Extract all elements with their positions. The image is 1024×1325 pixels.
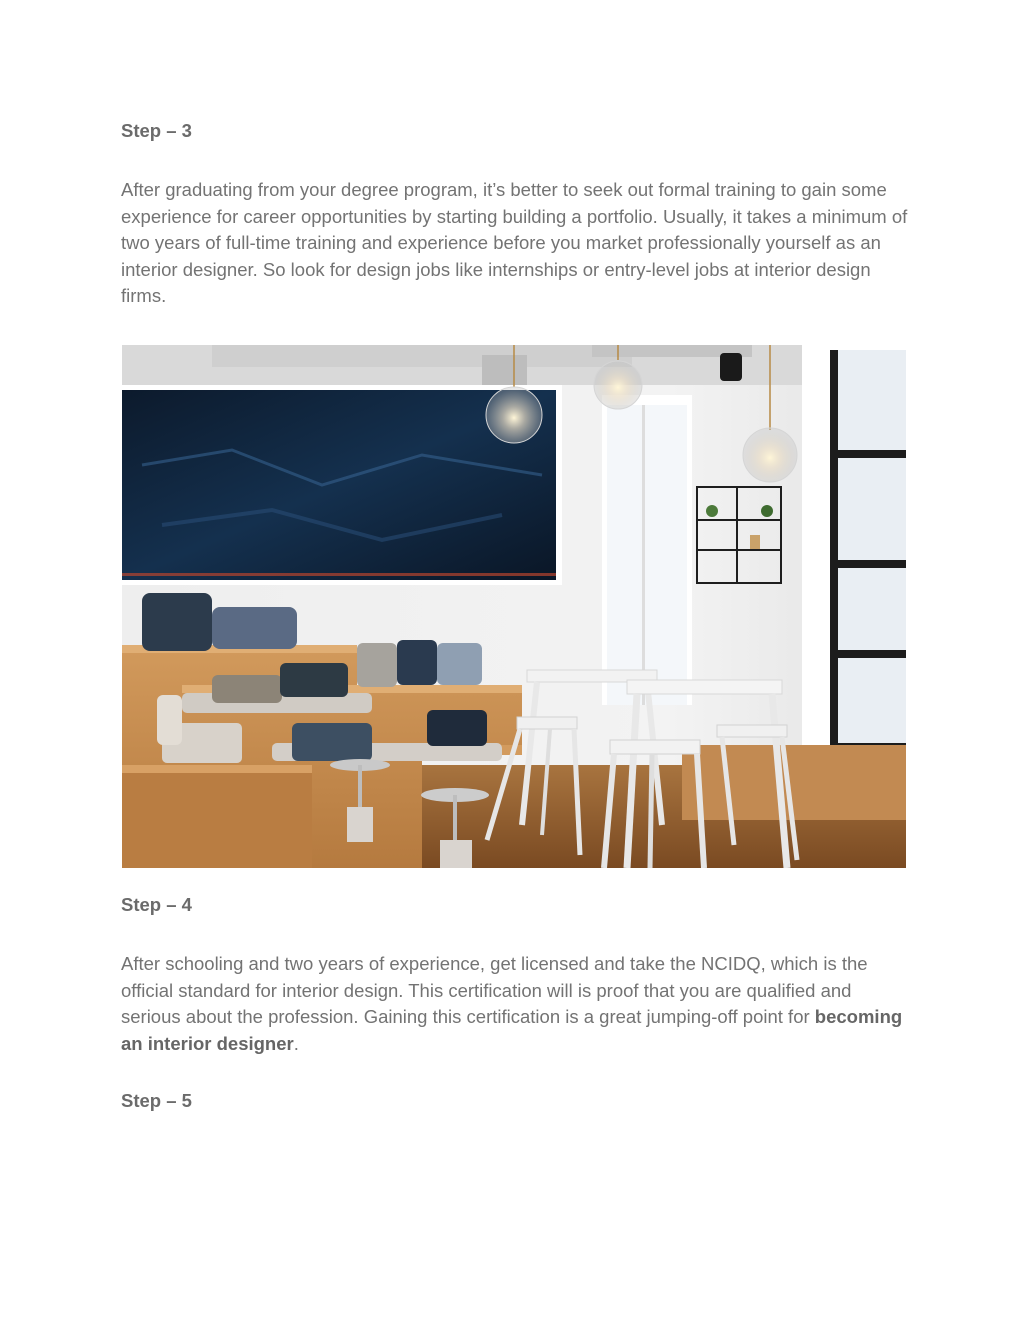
step-4-paragraph [121,951,911,1057]
interior-lounge-photo [122,345,906,868]
step-4-period: . [293,1032,299,1054]
step-3-paragraph: After graduating from your degree program, it’s better to seek out formal training to gain some experience for career opportunities by starting building a portfolio. Usually, it takes a minimum of two years of full-time training and experience before you market professionally yourself as an interior designer. So look for design jobs like internships or entry-level jobs at interior design firms. [121,179,908,307]
step-5-heading: Step – 5 [121,1090,192,1111]
becoming-interior-designer-emphasis: becoming an interior designer [121,1006,903,1054]
step-3-heading: Step – 3 [121,120,192,141]
step-4-heading: Step – 4 [121,894,192,915]
step-4-text: After schooling and two years of experience, get licensed and take the NCIDQ, which is the official standard for interior design. This certification will is proof that you are qualified and serious about the profession. Gaining this certification is a great jumping-off point for [121,953,868,1028]
